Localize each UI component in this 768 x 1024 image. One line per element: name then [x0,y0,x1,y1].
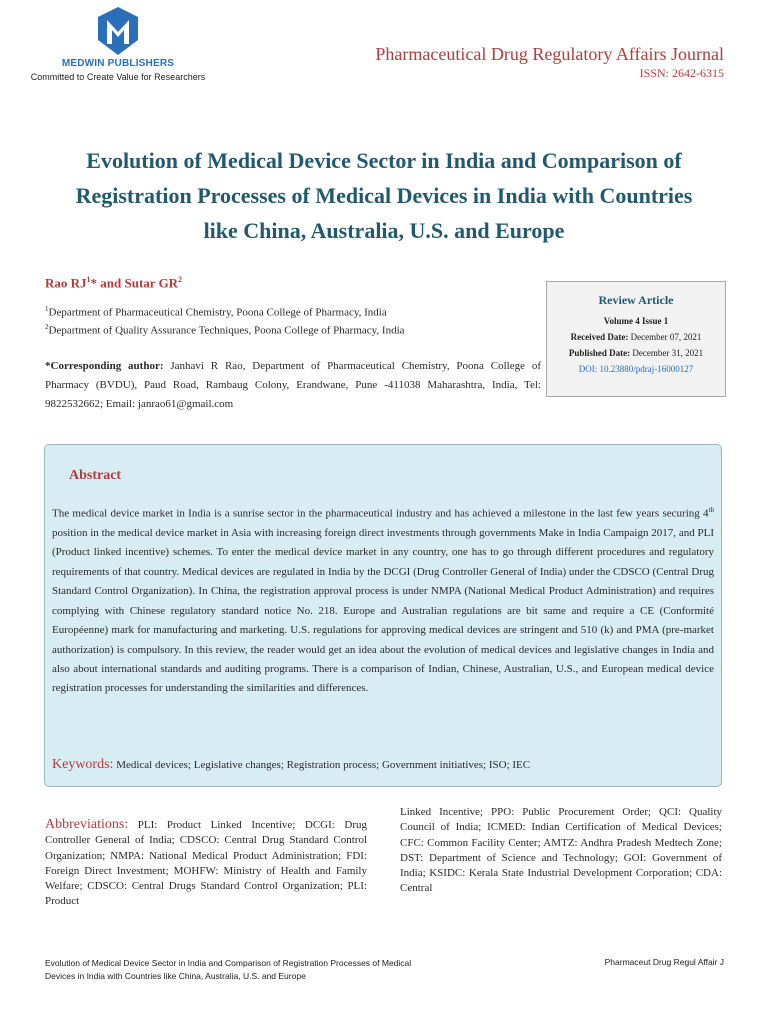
medwin-logo-icon [96,6,140,56]
corresponding-text: Janhavi R Rao, Department of Pharmaceutical Chemistry, Poona College of Pharmacy (BVDU), Paud Road, Rambaug Colony, Erandwane, Pune -411038 Maharashtra, India, Tel: 9822532662; Email: janrao61@gmail.com [45,360,541,410]
footer-article-title [45,957,485,983]
affiliation-text: Department of Quality Assurance Techniques, Poona College of Pharmacy, India [48,324,405,337]
footer-journal-abbrev: Pharmaceut Drug Regul Affair J [604,957,724,967]
author-list [45,275,182,291]
corresponding-label: *Corresponding author: [45,360,164,372]
keywords [52,757,714,773]
affiliation-text: Department of Pharmaceutical Chemistry, Poona College of Pharmacy, India [48,306,387,319]
keywords-label: Keywords: [52,757,114,772]
article-title [40,143,728,248]
abbreviations-column-left [45,817,367,910]
abstract-heading: Abstract [69,468,122,483]
abstract-text-part: The medical device market in India is a sunrise sector in the pharmaceutical industry and has achieved a milestone in the last few years securing 4 [52,507,709,520]
abbreviations-text: Linked Incentive; PPO: Public Procurement Order; QCI: Quality Council of India; ICMED: Indian Certification of Medical Devices; CFC: Common Facility Center; AMTZ: Andhra Pradesh Medtech Zone; DST: Department of Science and Technology; GOI: Government of India; KSIDC: Kerala State Industrial Development Corporation; CDA: Central [400,806,722,895]
affiliation [45,323,405,337]
published-label: Published Date: [568,348,631,358]
publisher-brand [18,58,218,82]
abstract-box [44,444,722,787]
abbreviations-column-right [400,805,722,897]
published-value: December 31, 2021 [630,348,704,358]
footer-line: Devices in India with Countries like China, Australia, U.S. and Europe [45,971,306,981]
journal-header [375,44,724,81]
abstract-sup: th [708,506,714,514]
title-line: Evolution of Medical Device Sector in India and Comparison of [86,148,682,173]
author-sup: 1 [86,275,91,284]
journal-issn: ISSN: 2642-6315 [639,66,724,80]
doi-link[interactable]: DOI: 10.23880/pdraj-16000127 [578,364,694,374]
footer-line: Evolution of Medical Device Sector in India and Comparison of Registration Processes of Medical [45,958,412,968]
abbreviations-label: Abbreviations: [45,817,129,832]
affiliation [45,305,387,319]
volume-issue: Volume 4 Issue 1 [603,316,669,326]
title-line: like China, Australia, U.S. and Europe [203,218,565,243]
published-date [547,348,725,358]
title-line: Registration Processes of Medical Devices in India with Countries [75,183,693,208]
author-name: * and Sutar GR [90,275,179,291]
publisher-name: MEDWIN PUBLISHERS [61,58,175,69]
received-date [547,332,725,342]
affiliation-sup: 1 [45,305,49,313]
received-label: Received Date: [570,332,629,342]
keywords-text: Medical devices; Legislative changes; Registration process; Government initiatives; ISO; IEC [113,759,531,771]
journal-name: Pharmaceutical Drug Regulatory Affairs Journal [375,44,724,64]
abbreviations-text: PLI: Product Linked Incentive; DCGI: Drug Controller General of India; CDSCO: Central Drug Standard Control Organization; NMPA: National Medical Product Administration; FDI: Foreign Direct Investment; MOHFW: Ministry of Health and Family Welfare; CDSCO: Central Drugs Standard Control Organization; PLI: Product [45,819,367,908]
author-sup: 2 [178,275,183,284]
author-name: Rao RJ [45,275,87,291]
publisher-tagline: Committed to Create Value for Researchers [30,72,206,82]
abstract-text-part: position in the medical device market in Asia with increasing foreign direct investments through governments Make in India Campaign 2017, and PLI (Product linked incentive) schemes. To enter the medical device market in any country, one has to go through different procedures and regulatory requirements of that country. Medical devices are regulated in India by the DCGI (Drug Controller General of India) under the CDSCO (Central Drug Standard Control Organization). In China, the registration approval process is under NMPA (National Medical Product Administration) and requires complying with Chinese regulatory standard notice No. 218. Europe and Australian regulations are bit same and require a CE (Conformité Européenne) mark for manufacturing and marketing. U.S. regulations for approving medical devices are stringent and 510 (k) and PMA (pre-market authorization) is compulsory. In this review, the reader would get an idea about the evolution of medical devices and legislative changes in India and also about international standards and auditing programs. There is a comparison of Indian, Chinese, Australian, U.S., and European medical device registration processes for understanding the similarities and differences. [52,527,714,695]
affiliation-sup: 2 [45,323,49,331]
article-type: Review Article [598,293,674,307]
corresponding-author [45,357,541,414]
article-info-box [546,281,726,397]
received-value: December 07, 2021 [628,332,702,342]
abstract-text [52,501,714,699]
